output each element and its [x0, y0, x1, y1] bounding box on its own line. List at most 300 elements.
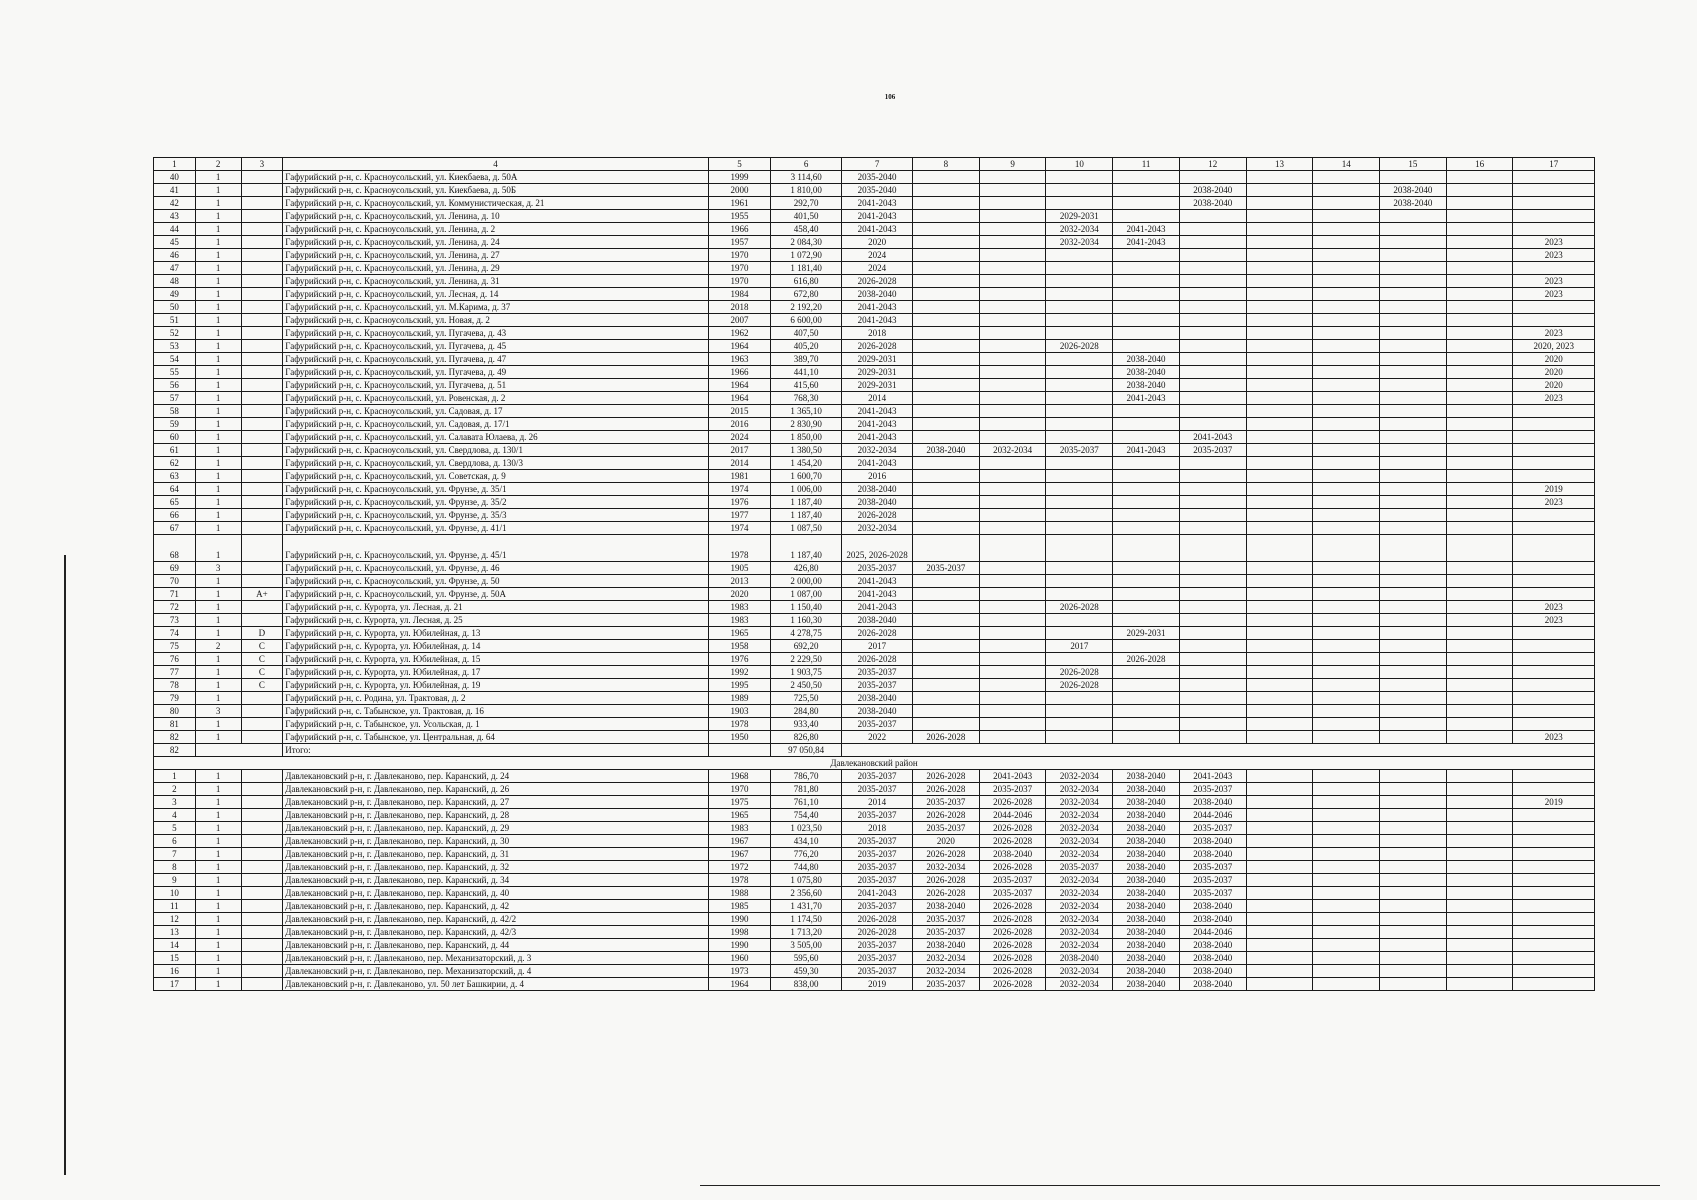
build-year: 2007	[708, 314, 771, 327]
work-period-13	[1246, 457, 1313, 470]
area: 284,80	[771, 705, 842, 718]
work-period-7: 2035-2037	[842, 861, 913, 874]
work-period-12	[1179, 470, 1246, 483]
work-period-9: 2026-2028	[979, 822, 1046, 835]
row-number: 10	[154, 887, 196, 900]
work-period-10	[1046, 457, 1113, 470]
work-period-16	[1446, 275, 1513, 288]
work-period-7: 2035-2037	[842, 900, 913, 913]
work-period-11	[1113, 171, 1180, 184]
work-period-8	[913, 535, 980, 562]
work-period-16	[1446, 848, 1513, 861]
work-period-16	[1446, 379, 1513, 392]
work-period-13	[1246, 562, 1313, 575]
energy-class	[241, 210, 283, 223]
work-period-15	[1380, 496, 1447, 509]
work-period-7: 2029-2031	[842, 379, 913, 392]
address: Гафурийский р-н, с. Родина, ул. Трактовая, д. 2	[283, 692, 708, 705]
build-year: 1966	[708, 223, 771, 236]
work-period-16	[1446, 861, 1513, 874]
area: 1 713,20	[771, 926, 842, 939]
address: Гафурийский р-н, с. Красноусольский, ул. Советская, д. 9	[283, 470, 708, 483]
work-period-10: 2038-2040	[1046, 952, 1113, 965]
work-period-13	[1246, 965, 1313, 978]
column-header-6: 6	[771, 158, 842, 171]
work-period-16	[1446, 405, 1513, 418]
build-year: 1964	[708, 392, 771, 405]
area: 1 454,20	[771, 457, 842, 470]
work-period-12	[1179, 210, 1246, 223]
build-year: 2013	[708, 575, 771, 588]
work-period-14	[1313, 614, 1380, 627]
row-number: 77	[154, 666, 196, 679]
work-period-7: 2035-2040	[842, 171, 913, 184]
energy-class	[241, 262, 283, 275]
build-year: 1955	[708, 210, 771, 223]
work-period-15	[1380, 731, 1447, 744]
work-period-11	[1113, 705, 1180, 718]
work-period-7: 2014	[842, 796, 913, 809]
work-period-14	[1313, 965, 1380, 978]
col2-value: 1	[195, 952, 241, 965]
address: Давлекановский р-н, г. Давлеканово, пер. Каранский, д. 24	[283, 770, 708, 783]
work-period-15	[1380, 796, 1447, 809]
work-period-16	[1446, 483, 1513, 496]
build-year: 1976	[708, 496, 771, 509]
address: Гафурийский р-н, с. Красноусольский, ул. Фрунзе, д. 50	[283, 575, 708, 588]
address: Гафурийский р-н, с. Красноусольский, ул. Пугачева, д. 49	[283, 366, 708, 379]
work-period-10: 2032-2034	[1046, 874, 1113, 887]
work-period-12: 2038-2040	[1179, 197, 1246, 210]
work-period-14	[1313, 236, 1380, 249]
address: Гафурийский р-н, с. Красноусольский, ул. Фрунзе, д. 41/1	[283, 522, 708, 535]
work-period-7: 2041-2043	[842, 223, 913, 236]
work-period-14	[1313, 197, 1380, 210]
energy-class	[241, 809, 283, 822]
work-period-12	[1179, 457, 1246, 470]
work-period-16	[1446, 575, 1513, 588]
area: 407,50	[771, 327, 842, 340]
work-period-15	[1380, 718, 1447, 731]
work-period-13	[1246, 379, 1313, 392]
work-period-10	[1046, 535, 1113, 562]
area: 1 023,50	[771, 822, 842, 835]
work-period-15	[1380, 848, 1447, 861]
work-period-7: 2035-2037	[842, 666, 913, 679]
work-period-10: 2032-2034	[1046, 223, 1113, 236]
work-period-15	[1380, 575, 1447, 588]
work-period-8	[913, 627, 980, 640]
work-period-16	[1446, 679, 1513, 692]
work-period-9: 2026-2028	[979, 861, 1046, 874]
total-empty	[708, 744, 771, 757]
column-header-17: 17	[1513, 158, 1595, 171]
work-period-8	[913, 666, 980, 679]
work-period-7: 2024	[842, 262, 913, 275]
row-number: 58	[154, 405, 196, 418]
table-row	[154, 314, 1595, 327]
table-row	[154, 900, 1595, 913]
work-period-10	[1046, 496, 1113, 509]
work-period-10: 2032-2034	[1046, 835, 1113, 848]
work-period-8	[913, 314, 980, 327]
col2-value: 1	[195, 692, 241, 705]
table-row	[154, 509, 1595, 522]
work-period-7: 2024	[842, 249, 913, 262]
energy-class	[241, 783, 283, 796]
work-period-17	[1513, 952, 1595, 965]
work-period-13	[1246, 887, 1313, 900]
work-period-9	[979, 731, 1046, 744]
area: 2 084,30	[771, 236, 842, 249]
area: 933,40	[771, 718, 842, 731]
work-period-12	[1179, 640, 1246, 653]
address: Гафурийский р-н, с. Красноусольский, ул. Фрунзе, д. 45/1	[283, 535, 708, 562]
work-period-13	[1246, 705, 1313, 718]
work-period-7: 2041-2043	[842, 418, 913, 431]
energy-class	[241, 835, 283, 848]
work-period-9	[979, 522, 1046, 535]
work-period-12	[1179, 627, 1246, 640]
row-number: 4	[154, 809, 196, 822]
column-header-12: 12	[1179, 158, 1246, 171]
work-period-8: 2035-2037	[913, 796, 980, 809]
table-row	[154, 457, 1595, 470]
work-period-12	[1179, 562, 1246, 575]
address: Давлекановский р-н, г. Давлеканово, пер. Каранский, д. 42/3	[283, 926, 708, 939]
work-period-8	[913, 184, 980, 197]
work-period-16	[1446, 288, 1513, 301]
work-period-17: 2023	[1513, 614, 1595, 627]
work-period-15	[1380, 679, 1447, 692]
work-period-9	[979, 327, 1046, 340]
build-year: 2015	[708, 405, 771, 418]
work-period-13	[1246, 522, 1313, 535]
work-period-15	[1380, 314, 1447, 327]
work-period-10: 2026-2028	[1046, 601, 1113, 614]
work-period-15	[1380, 483, 1447, 496]
work-period-7: 2041-2043	[842, 197, 913, 210]
area: 672,80	[771, 288, 842, 301]
table-row	[154, 249, 1595, 262]
area: 1 072,90	[771, 249, 842, 262]
build-year: 1983	[708, 601, 771, 614]
work-period-17: 2023	[1513, 288, 1595, 301]
work-period-14	[1313, 392, 1380, 405]
work-period-11	[1113, 210, 1180, 223]
work-period-13	[1246, 340, 1313, 353]
work-period-11	[1113, 457, 1180, 470]
energy-class	[241, 965, 283, 978]
work-period-15	[1380, 601, 1447, 614]
work-period-17	[1513, 861, 1595, 874]
work-period-7: 2035-2037	[842, 965, 913, 978]
work-period-17	[1513, 822, 1595, 835]
work-period-14	[1313, 379, 1380, 392]
work-period-12: 2038-2040	[1179, 965, 1246, 978]
table-row	[154, 470, 1595, 483]
col2-value: 1	[195, 249, 241, 262]
work-period-11: 2038-2040	[1113, 353, 1180, 366]
energy-class	[241, 340, 283, 353]
address: Давлекановский р-н, г. Давлеканово, пер. Каранский, д. 32	[283, 861, 708, 874]
work-period-9: 2026-2028	[979, 835, 1046, 848]
work-period-7: 2041-2043	[842, 210, 913, 223]
work-period-10: 2032-2034	[1046, 939, 1113, 952]
work-period-17	[1513, 848, 1595, 861]
work-period-16	[1446, 171, 1513, 184]
address: Гафурийский р-н, с. Красноусольский, ул. Фрунзе, д. 35/1	[283, 483, 708, 496]
work-period-9	[979, 692, 1046, 705]
work-period-14	[1313, 900, 1380, 913]
work-period-9: 2026-2028	[979, 796, 1046, 809]
work-period-15	[1380, 444, 1447, 457]
work-period-9	[979, 653, 1046, 666]
work-period-13	[1246, 588, 1313, 601]
address: Гафурийский р-н, с. Красноусольский, ул. Фрунзе, д. 46	[283, 562, 708, 575]
energy-class	[241, 197, 283, 210]
table-row	[154, 783, 1595, 796]
col2-value: 1	[195, 666, 241, 679]
area: 616,80	[771, 275, 842, 288]
col2-value: 1	[195, 314, 241, 327]
energy-class	[241, 457, 283, 470]
work-period-14	[1313, 366, 1380, 379]
work-period-13	[1246, 262, 1313, 275]
work-period-10: 2032-2034	[1046, 796, 1113, 809]
table-row	[154, 327, 1595, 340]
row-number: 67	[154, 522, 196, 535]
work-period-13	[1246, 731, 1313, 744]
work-period-11: 2029-2031	[1113, 627, 1180, 640]
work-period-13	[1246, 418, 1313, 431]
work-period-8	[913, 418, 980, 431]
energy-class	[241, 575, 283, 588]
work-period-13	[1246, 861, 1313, 874]
work-period-8	[913, 340, 980, 353]
work-period-16	[1446, 913, 1513, 926]
work-period-15	[1380, 705, 1447, 718]
work-period-17	[1513, 535, 1595, 562]
work-period-14	[1313, 692, 1380, 705]
work-period-10: 2032-2034	[1046, 926, 1113, 939]
column-header-13: 13	[1246, 158, 1313, 171]
work-period-10: 2017	[1046, 640, 1113, 653]
work-period-7: 2026-2028	[842, 627, 913, 640]
work-period-14	[1313, 522, 1380, 535]
work-period-15	[1380, 926, 1447, 939]
table-row	[154, 588, 1595, 601]
table-row	[154, 666, 1595, 679]
energy-class	[241, 301, 283, 314]
work-period-12: 2038-2040	[1179, 848, 1246, 861]
work-period-11	[1113, 614, 1180, 627]
work-period-11: 2038-2040	[1113, 809, 1180, 822]
work-period-12	[1179, 275, 1246, 288]
work-period-10: 2026-2028	[1046, 679, 1113, 692]
col2-value: 1	[195, 522, 241, 535]
table-row	[154, 288, 1595, 301]
work-period-15	[1380, 588, 1447, 601]
work-period-8	[913, 614, 980, 627]
work-period-17	[1513, 405, 1595, 418]
work-period-13	[1246, 796, 1313, 809]
work-period-8	[913, 653, 980, 666]
table-row	[154, 692, 1595, 705]
build-year: 1970	[708, 275, 771, 288]
work-period-7: 2022	[842, 731, 913, 744]
col2-value: 1	[195, 366, 241, 379]
work-period-9	[979, 562, 1046, 575]
work-period-11	[1113, 275, 1180, 288]
energy-class	[241, 171, 283, 184]
scan-edge-bottom	[700, 1185, 1660, 1186]
table-row	[154, 601, 1595, 614]
row-number: 61	[154, 444, 196, 457]
row-number: 74	[154, 627, 196, 640]
work-period-7: 2038-2040	[842, 705, 913, 718]
col2-value: 1	[195, 288, 241, 301]
work-period-12	[1179, 392, 1246, 405]
work-period-15	[1380, 783, 1447, 796]
work-period-8	[913, 705, 980, 718]
work-period-10: 2032-2034	[1046, 978, 1113, 991]
address: Гафурийский р-н, с. Красноусольский, ул. М.Карима, д. 37	[283, 301, 708, 314]
work-period-13	[1246, 666, 1313, 679]
work-period-13	[1246, 874, 1313, 887]
work-period-16	[1446, 223, 1513, 236]
address: Давлекановский р-н, г. Давлеканово, пер. Каранский, д. 42	[283, 900, 708, 913]
col2-value: 1	[195, 848, 241, 861]
table-row	[154, 496, 1595, 509]
energy-class	[241, 379, 283, 392]
work-period-10	[1046, 731, 1113, 744]
work-period-7: 2026-2028	[842, 275, 913, 288]
work-period-14	[1313, 288, 1380, 301]
work-period-17	[1513, 939, 1595, 952]
energy-class: C	[241, 679, 283, 692]
work-period-8	[913, 640, 980, 653]
work-period-15	[1380, 822, 1447, 835]
work-period-9: 2026-2028	[979, 926, 1046, 939]
row-number: 54	[154, 353, 196, 366]
work-period-17	[1513, 718, 1595, 731]
work-period-15	[1380, 535, 1447, 562]
energy-class	[241, 848, 283, 861]
column-header-16: 16	[1446, 158, 1513, 171]
work-period-11: 2038-2040	[1113, 965, 1180, 978]
table-row	[154, 353, 1595, 366]
row-number: 81	[154, 718, 196, 731]
energy-class	[241, 275, 283, 288]
build-year: 1967	[708, 848, 771, 861]
work-period-12	[1179, 340, 1246, 353]
work-period-9: 2035-2037	[979, 783, 1046, 796]
row-number: 56	[154, 379, 196, 392]
column-header-14: 14	[1313, 158, 1380, 171]
area: 768,30	[771, 392, 842, 405]
table-row	[154, 718, 1595, 731]
work-period-11	[1113, 718, 1180, 731]
work-period-12: 2041-2043	[1179, 431, 1246, 444]
work-period-15	[1380, 978, 1447, 991]
energy-class	[241, 236, 283, 249]
work-period-13	[1246, 926, 1313, 939]
row-number: 12	[154, 913, 196, 926]
build-year: 1978	[708, 718, 771, 731]
work-period-13	[1246, 210, 1313, 223]
work-period-9	[979, 431, 1046, 444]
work-period-7: 2035-2037	[842, 835, 913, 848]
work-period-7: 2041-2043	[842, 301, 913, 314]
work-period-8	[913, 601, 980, 614]
work-period-14	[1313, 770, 1380, 783]
address: Гафурийский р-н, с. Красноусольский, ул. Киекбаева, д. 50А	[283, 171, 708, 184]
work-period-12: 2035-2037	[1179, 783, 1246, 796]
total-row-number: 82	[154, 744, 196, 757]
area: 725,50	[771, 692, 842, 705]
build-year: 1975	[708, 796, 771, 809]
col2-value: 1	[195, 535, 241, 562]
work-period-11	[1113, 314, 1180, 327]
work-period-13	[1246, 444, 1313, 457]
work-period-13	[1246, 392, 1313, 405]
table-row	[154, 301, 1595, 314]
table-row	[154, 184, 1595, 197]
work-period-11: 2038-2040	[1113, 848, 1180, 861]
energy-class	[241, 614, 283, 627]
work-period-14	[1313, 796, 1380, 809]
work-period-12	[1179, 588, 1246, 601]
table-row	[154, 575, 1595, 588]
address: Гафурийский р-н, с. Курорта, ул. Юбилейная, д. 14	[283, 640, 708, 653]
work-period-13	[1246, 640, 1313, 653]
work-period-10	[1046, 184, 1113, 197]
work-period-7: 2029-2031	[842, 366, 913, 379]
row-number: 3	[154, 796, 196, 809]
work-period-13	[1246, 822, 1313, 835]
work-period-15	[1380, 262, 1447, 275]
row-number: 50	[154, 301, 196, 314]
work-period-14	[1313, 535, 1380, 562]
energy-class	[241, 314, 283, 327]
work-period-11: 2038-2040	[1113, 913, 1180, 926]
address: Гафурийский р-н, с. Курорта, ул. Юбилейная, д. 13	[283, 627, 708, 640]
work-period-7: 2026-2028	[842, 913, 913, 926]
energy-class	[241, 822, 283, 835]
row-number: 75	[154, 640, 196, 653]
work-period-7: 2018	[842, 327, 913, 340]
work-period-14	[1313, 705, 1380, 718]
work-period-15	[1380, 939, 1447, 952]
table-row	[154, 887, 1595, 900]
build-year: 2014	[708, 457, 771, 470]
work-period-15	[1380, 770, 1447, 783]
work-period-13	[1246, 275, 1313, 288]
energy-class	[241, 939, 283, 952]
work-period-11: 2038-2040	[1113, 796, 1180, 809]
work-period-10	[1046, 692, 1113, 705]
work-period-9	[979, 288, 1046, 301]
col2-value: 1	[195, 614, 241, 627]
build-year: 1964	[708, 340, 771, 353]
row-number: 41	[154, 184, 196, 197]
work-period-16	[1446, 236, 1513, 249]
work-period-13	[1246, 900, 1313, 913]
table-row	[154, 874, 1595, 887]
work-period-12: 2038-2040	[1179, 835, 1246, 848]
work-period-13	[1246, 679, 1313, 692]
